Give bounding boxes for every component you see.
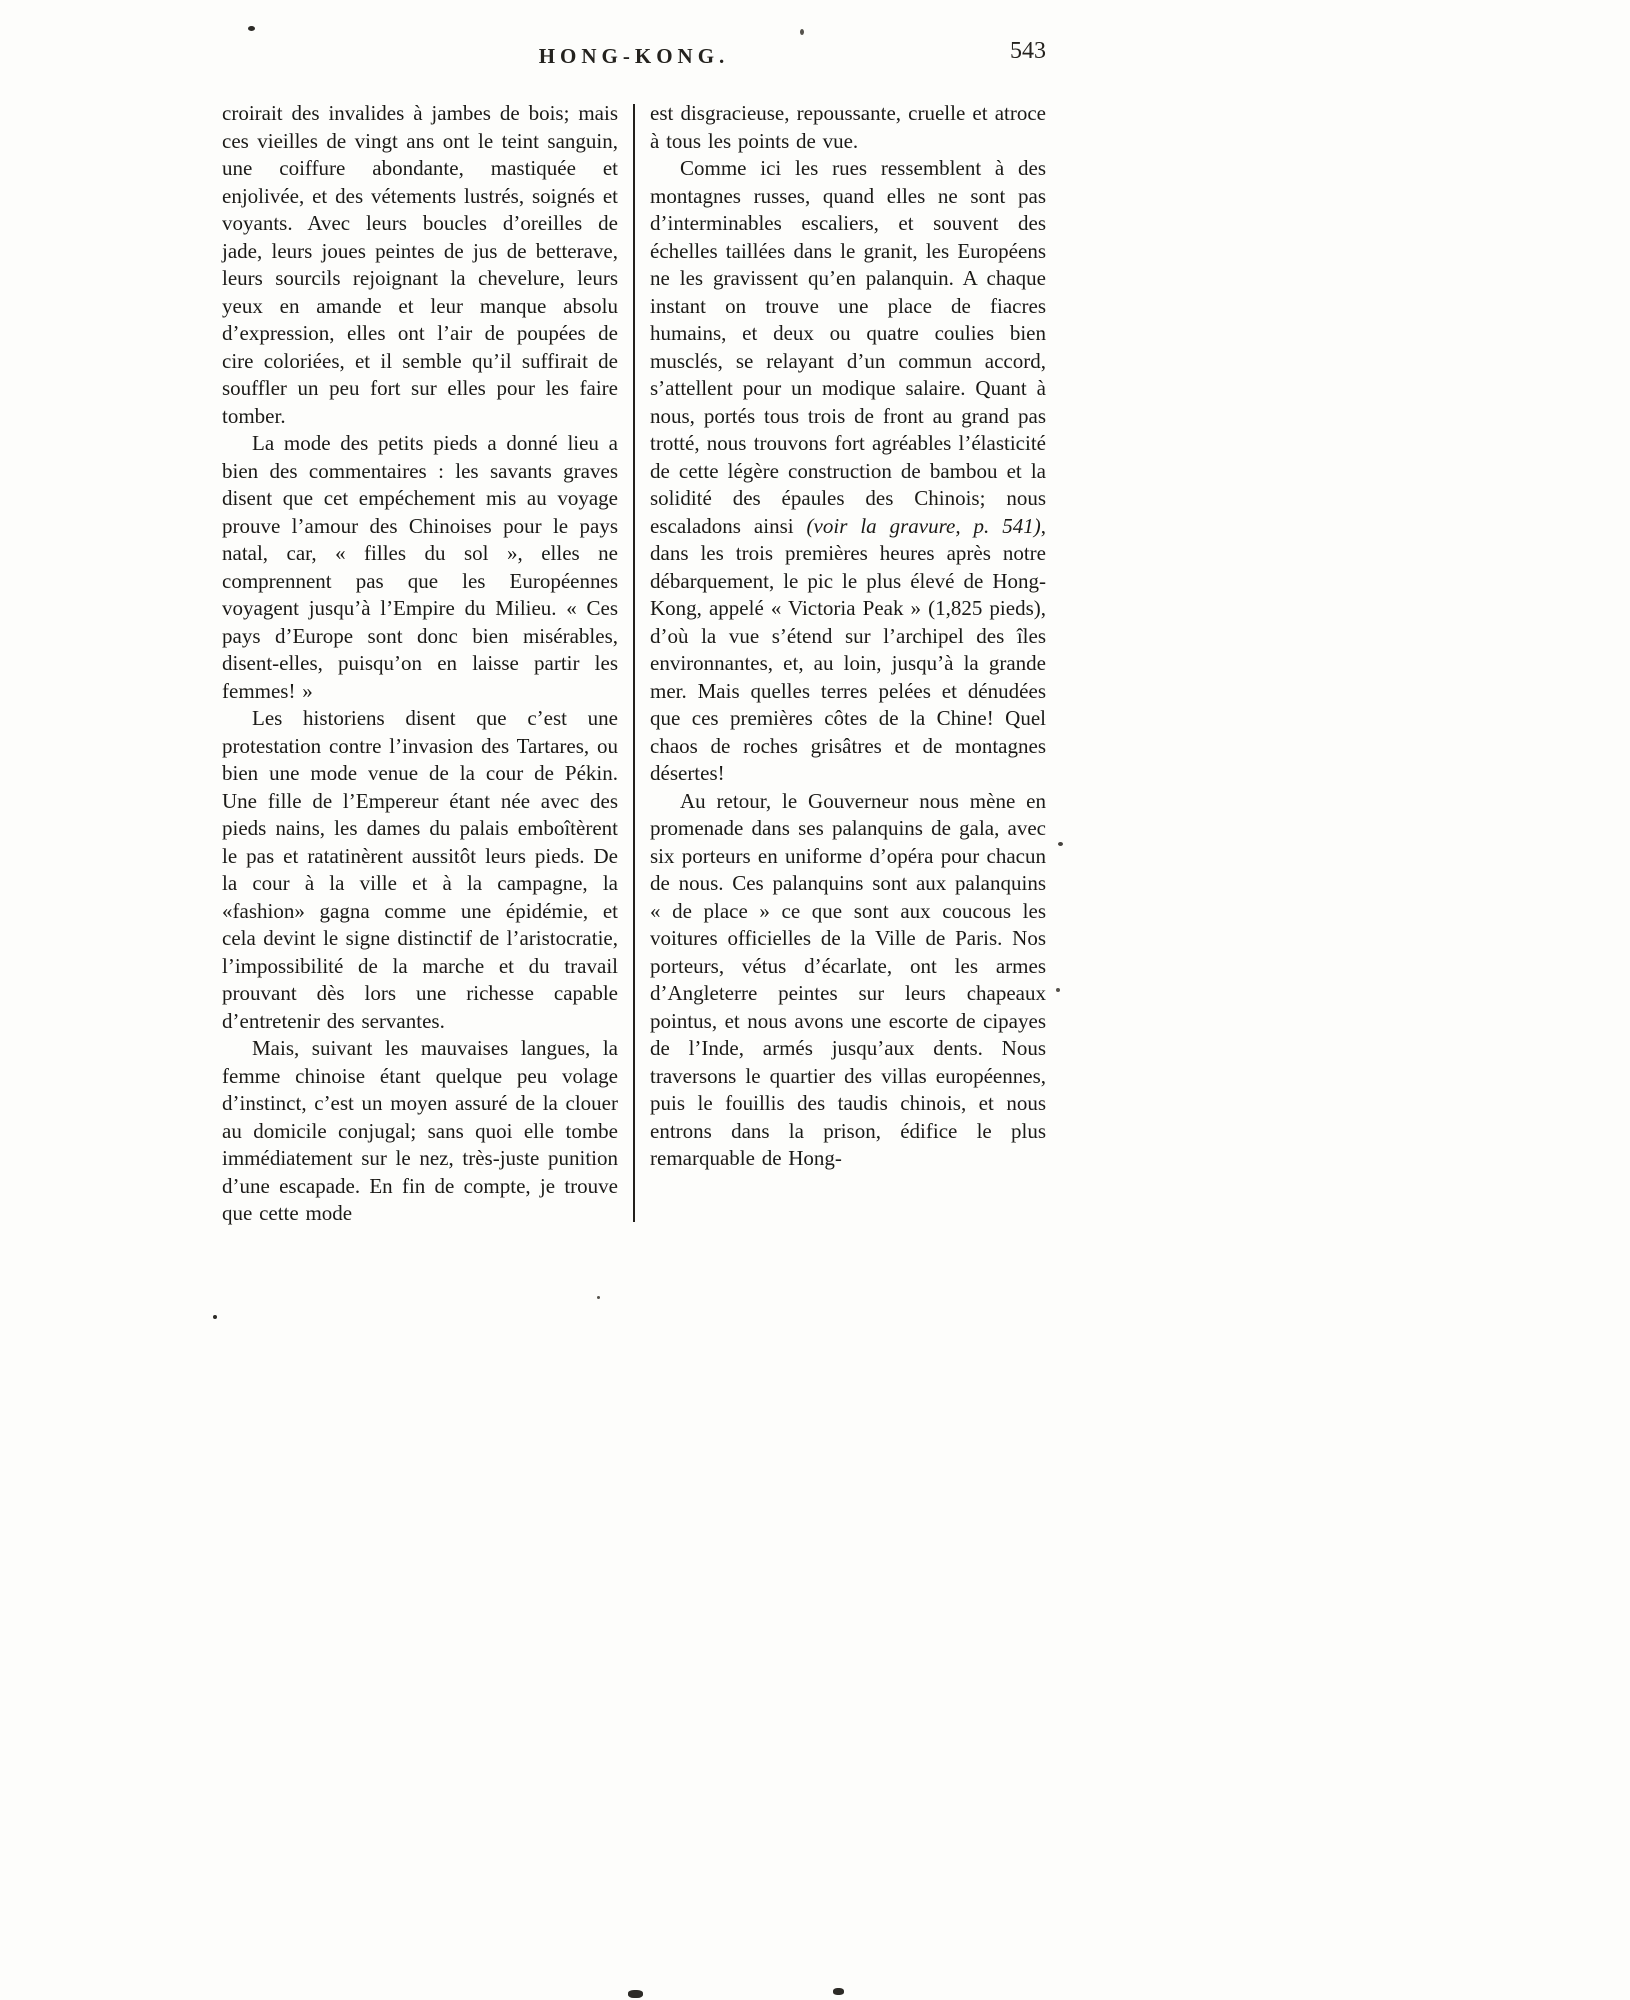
right-column	[650, 100, 1046, 1228]
scan-speck	[833, 1988, 844, 1995]
scan-speck	[1058, 842, 1063, 846]
scan-speck	[1056, 988, 1060, 992]
page-number: 543	[1010, 38, 1046, 64]
scan-speck	[628, 1990, 643, 1998]
text-columns	[222, 100, 1046, 1228]
paragraph: Les historiens disent que c’est une protestation contre l’invasion des Tartares, ou bien une mode venue de la cour de Pékin. Une fille de l’Empereur étant née avec des pieds nains, les dames du palais emboîtèrent le pas et ratatinèrent aussitôt leurs pieds. De la cour à la ville et à la campagne, la «fashion» gagna comme une épidémie, et cela devint le signe distinctif de l’aristocratie, l’impossibilité de la marche et du travail prouvant dès lors une richesse capable d’entretenir des servantes.	[222, 706, 618, 1033]
scan-speck	[597, 1296, 600, 1299]
paragraph: est disgracieuse, repoussante, cruelle et atroce à tous les points de vue.	[650, 101, 1046, 153]
paragraph: croirait des invalides à jambes de bois; mais ces vieilles de vingt ans ont le teint sanguin, une coiffure abondante, mastiquée et enjolivée, et des vétements lustrés, soignés et voyants. Avec leurs boucles d’oreilles de jade, leurs joues peintes de jus de betterave, leurs sourcils rejoignant la chevelure, leurs yeux en amande et leur manque absolu d’expression, elles ont l’air de poupées de cire coloriées, et il semble qu’il suffirait de souffler un peu fort sur elles pour les faire tomber.	[222, 101, 618, 428]
paragraph: Au retour, le Gouverneur nous mène en promenade dans ses palanquins de gala, avec six porteurs en uniforme d’opéra pour chacun de nous. Ces palanquins sont aux palanquins « de place » ce que sont aux coucous les voitures officielles de la Ville de Paris. Nos porteurs, vétus d’écarlate, ont les armes d’Angleterre peintes sur leurs chapeaux pointus, et nous avons une escorte de cipayes de l’Inde, armés jusqu’aux dents. Nous traversons le quartier des villas européennes, puis le fouillis des taudis chinois, et nous entrons dans la prison, édifice le plus remarquable de Hong-	[650, 788, 1046, 1170]
running-head-title: HONG-KONG.	[538, 44, 730, 68]
paragraph: Comme ici les rues ressemblent à des montagnes russes, quand elles ne sont pas d’interminables escaliers, et souvent des échelles taillées dans le granit, les Européens ne les gravissent qu’en palanquin. A chaque instant on trouve une place de fiacres humains, et deux ou quatre coulies bien musclés, se relayant d’un commun accord, s’attellent pour un modique salaire. Quant à nous, portés tous trois de front au grand pas trotté, nous trouvons fort agréables l’élasticité de cette légère construction de bambou et la solidité des épaules des Chinois; nous escaladons ainsi (voir la gravure, p. 541), dans les trois premières heures après notre débarquement, le pic le plus élevé de Hong-Kong, appelé « Victoria Peak » (1,825 pieds), d’où la vue s’étend sur l’archipel des îles environnantes, et, au loin, jusqu’à la grande mer. Mais quelles terres pelées et dénudées que ces premières côtes de la Chine! Quel chaos de roches grisâtres et de montagnes désertes!	[650, 156, 1046, 785]
scan-speck	[213, 1315, 217, 1319]
scan-speck	[800, 29, 804, 35]
scan-speck	[248, 26, 255, 31]
paragraph: La mode des petits pieds a donné lieu a bien des commentaires : les savants graves disent que cet empéchement mis au voyage prouve l’amour des Chinoises pour le pays natal, car, « filles du sol », elles ne comprennent pas que les Européennes voyagent jusqu’à l’Empire du Milieu. « Ces pays d’Europe sont donc bien misérables, disent-elles, puisqu’on en laisse partir les femmes! »	[222, 431, 618, 703]
left-column	[222, 100, 618, 1228]
column-divider-rule	[633, 104, 635, 1222]
paragraph: Mais, suivant les mauvaises langues, la femme chinoise étant quelque peu volage d’instinct, c’est un moyen assuré de la clouer au domicile conjugal; sans quoi elle tombe immédiatement sur le nez, très-juste punition d’une escapade. En fin de compte, je trouve que cette mode	[222, 1036, 618, 1225]
